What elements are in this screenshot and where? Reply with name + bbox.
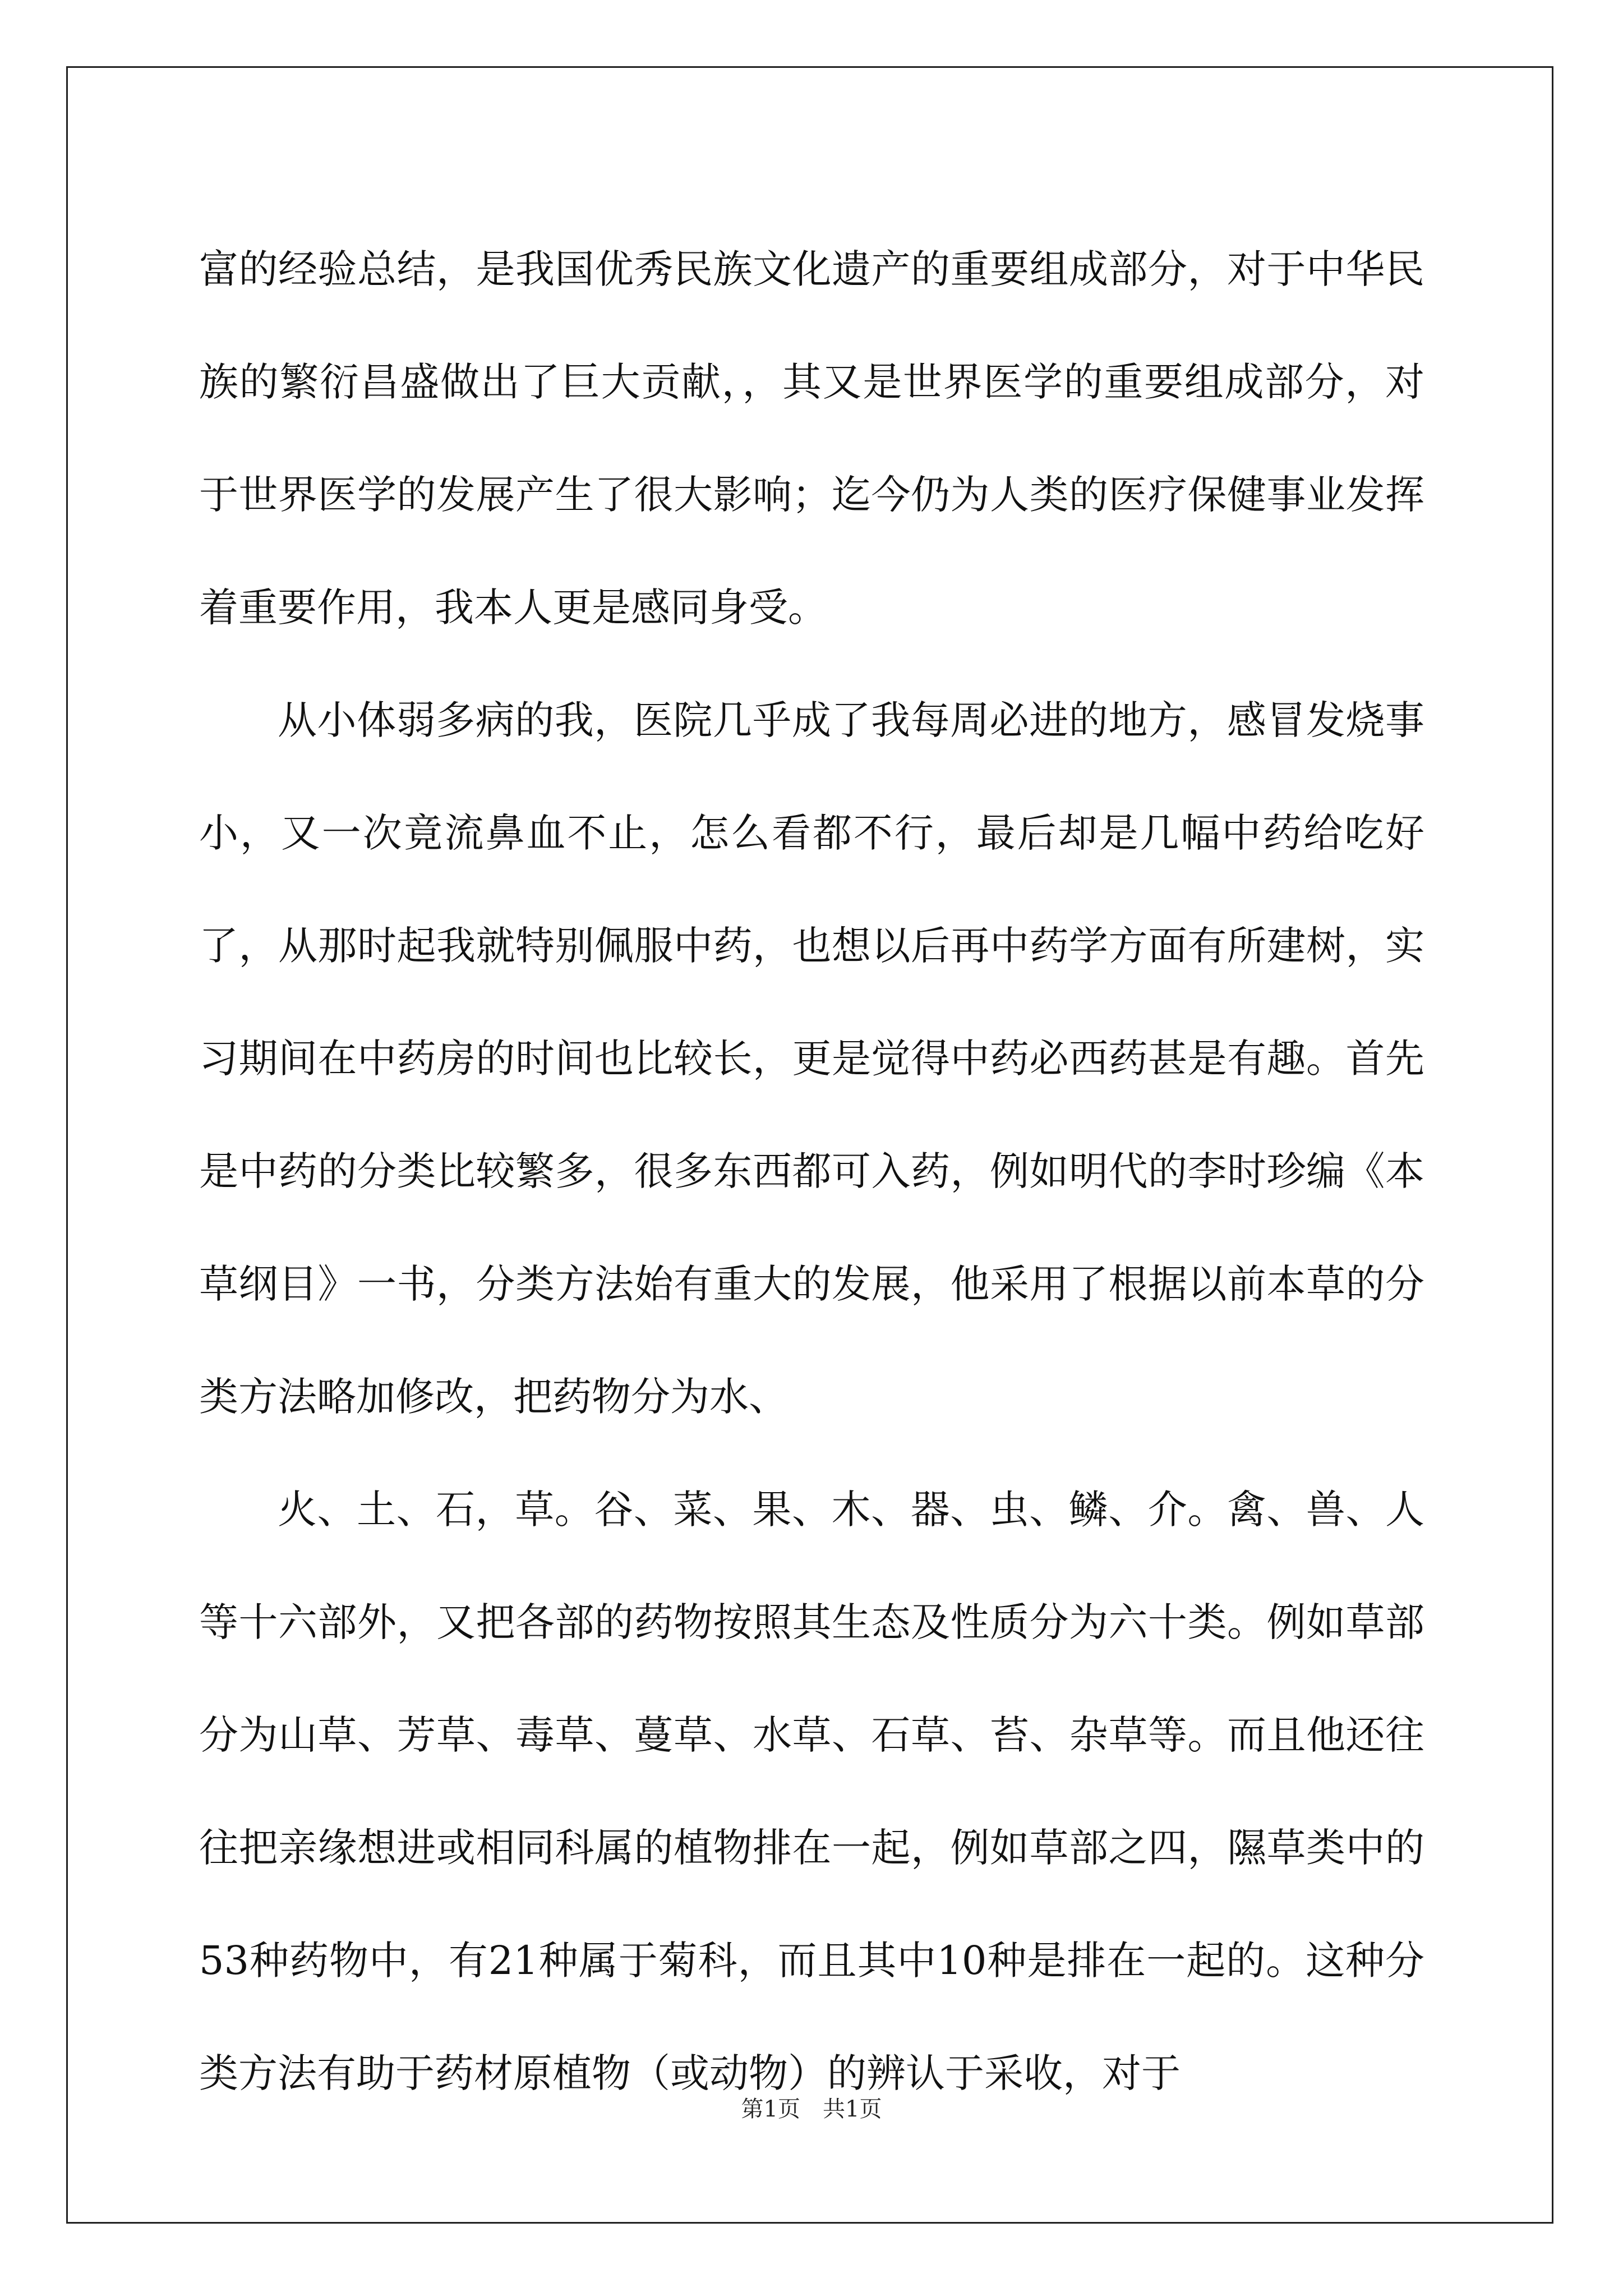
paragraph-2: 从小体弱多病的我，医院几乎成了我每周必进的地方，感冒发烧事小，又一次竟流鼻血不止，怎么看都不行，最后却是几幅中药给吃好了，从那时起我就特别佩服中药，也想以后再中药学方面有所建树，实习期间在中药房的时间也比较长，更是觉得中药必西药甚是有趣。首先是中药的分类比较繁多，很多东西都可入药，例如明代的李时珍编《本草纲目》一书，分类方法始有重大的发展，他采用了根据以前本草的分类方法略加修改，把药物分为水、: [199, 697, 1424, 1420]
page-number-footer: 第1页 共1页: [741, 2096, 882, 2122]
paragraph-1: 富的经验总结，是我国优秀民族文化遗产的重要组成部分，对于中华民族的繁衍昌盛做出了巨大贡献，，其又是世界医学的重要组成部分，对于世界医学的发展产生了很大影响；迄今仍为人类的医疗保健事业发挥着重要作用，我本人更是感同身受。: [199, 246, 1424, 631]
document-body: [199, 213, 1424, 2130]
paragraph-3: 火、土、石，草。谷、菜、果、木、器、虫、鳞、介。禽、兽、人等十六部外，又把各部的药物按照其生态及性质分为六十类。例如草部分为山草、芳草、毒草、蔓草、水草、石草、苔、杂草等。而且他还往往把亲缘想进或相同科属的植物排在一起，例如草部之四，隰草类中的53种药物中，有21种属于菊科，而且其中10种是排在一起的。这种分类方法有助于药材原植物（或动物）的辨认于采收，对于: [199, 1487, 1424, 2096]
